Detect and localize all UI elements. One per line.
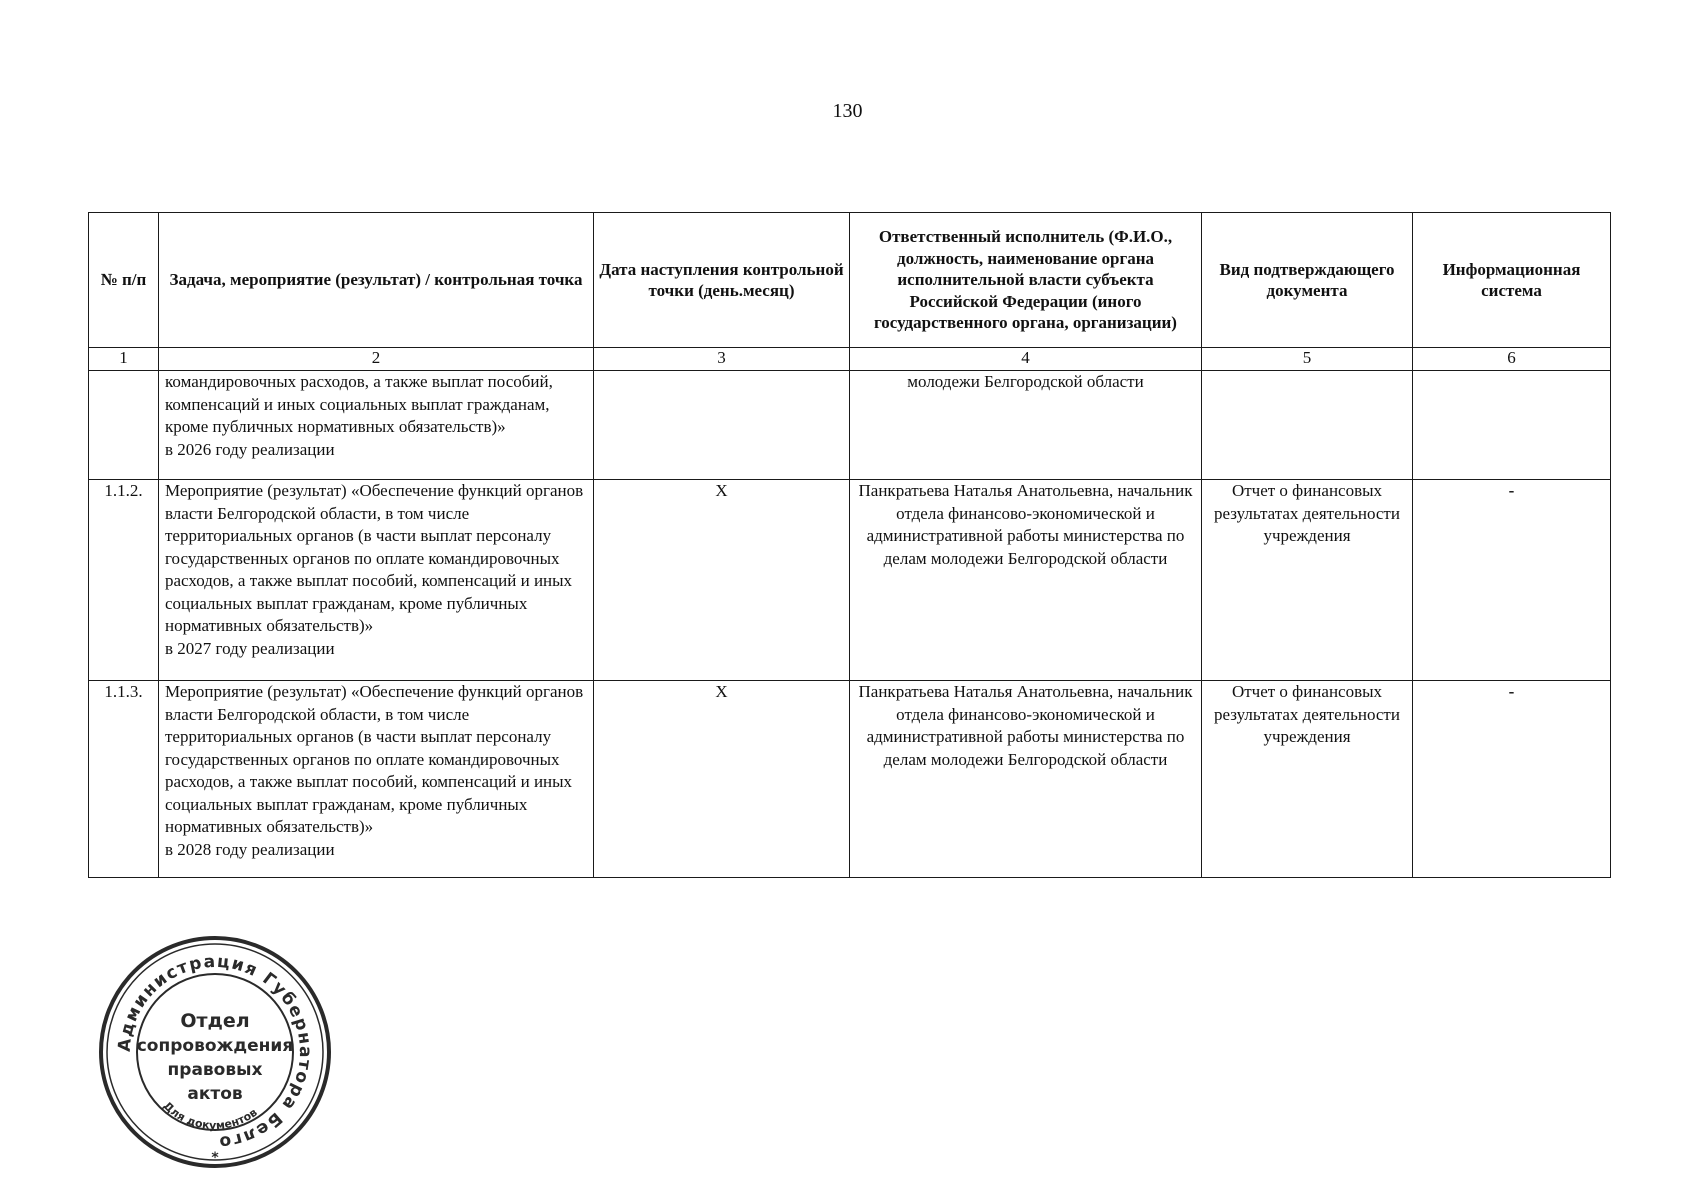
row-document [1202, 371, 1413, 480]
column-number: 5 [1202, 348, 1413, 371]
stamp-graphic [97, 934, 333, 1170]
column-number: 3 [594, 348, 850, 371]
row-date: X [594, 480, 850, 681]
official-stamp [97, 934, 333, 1170]
page-number: 130 [832, 100, 863, 122]
row-responsible: молодежи Белгородской области [850, 371, 1202, 480]
row-task-year: в 2028 году реализации [165, 839, 335, 859]
row-document: Отчет о финансовых результатах деятельности учреждения [1202, 480, 1413, 681]
row-task-year: в 2027 году реализации [165, 638, 335, 658]
row-number: 1.1.3. [89, 681, 159, 878]
header-responsible: Ответственный исполнитель (Ф.И.О., должность, наименование органа исполнительной власти субъекта Российской Федерации (иного государственного органа, организации) [850, 213, 1202, 348]
row-document: Отчет о финансовых результатах деятельности учреждения [1202, 681, 1413, 878]
header-date: Дата наступления контрольной точки (день.месяц) [594, 213, 850, 348]
stamp-outer-text: Администрация Губернатора Белго [114, 951, 316, 1153]
row-responsible: Панкратьева Наталья Анатольевна, начальник отдела финансово-экономической и административной работы министерства по делам молодежи Белгородской области [850, 681, 1202, 878]
column-number: 6 [1413, 348, 1611, 371]
row-responsible: Панкратьева Наталья Анатольевна, начальник отдела финансово-экономической и административной работы министерства по делам молодежи Белгородской области [850, 480, 1202, 681]
table-row [89, 681, 1611, 878]
stamp-inner-line: актов [187, 1084, 243, 1104]
column-number: 2 [159, 348, 594, 371]
header-row [89, 213, 1611, 348]
header-task: Задача, мероприятие (результат) / контрольная точка [159, 213, 594, 348]
plan-table [88, 212, 1611, 878]
table-row [89, 480, 1611, 681]
row-task [159, 681, 594, 878]
stamp-inner-line: Отдел [180, 1010, 250, 1032]
row-date: X [594, 681, 850, 878]
row-task [159, 480, 594, 681]
row-number [89, 371, 159, 480]
row-task-text: Мероприятие (результат) «Обеспечение функций органов власти Белгородской области, в том числе территориальных органов (в части выплат персоналу государственных органов по оплате командировочных расходов, а также выплат пособий, компенсаций и иных социальных выплат гражданам, кроме публичных нормативных обязательств)» [165, 682, 584, 836]
header-system: Информационная система [1413, 213, 1611, 348]
row-task-text: Мероприятие (результат) «Обеспечение функций органов власти Белгородской области, в том числе территориальных органов (в части выплат персоналу государственных органов по оплате командировочных расходов, а также выплат пособий, компенсаций и иных социальных выплат гражданам, кроме публичных нормативных обязательств)» [165, 481, 584, 635]
header-num: № п/п [89, 213, 159, 348]
row-date [594, 371, 850, 480]
row-number: 1.1.2. [89, 480, 159, 681]
stamp-inner-line: правовых [167, 1060, 263, 1080]
row-task [159, 371, 594, 480]
stamp-bottom-text: Для документов [160, 1099, 260, 1133]
row-system: - [1413, 480, 1611, 681]
row-system: - [1413, 681, 1611, 878]
row-task-year: в 2026 году реализации [165, 439, 335, 459]
column-number: 1 [89, 348, 159, 371]
row-task-text: командировочных расходов, а также выплат пособий, компенсаций и иных социальных выплат гражданам, кроме публичных нормативных обязательств)» [165, 372, 553, 436]
stamp-star-icon: * [211, 1150, 219, 1166]
column-number: 4 [850, 348, 1202, 371]
stamp-inner-line: сопровождения [136, 1036, 294, 1056]
column-number-row [89, 348, 1611, 371]
row-system [1413, 371, 1611, 480]
header-document: Вид подтверждающего документа [1202, 213, 1413, 348]
table-row [89, 371, 1611, 480]
